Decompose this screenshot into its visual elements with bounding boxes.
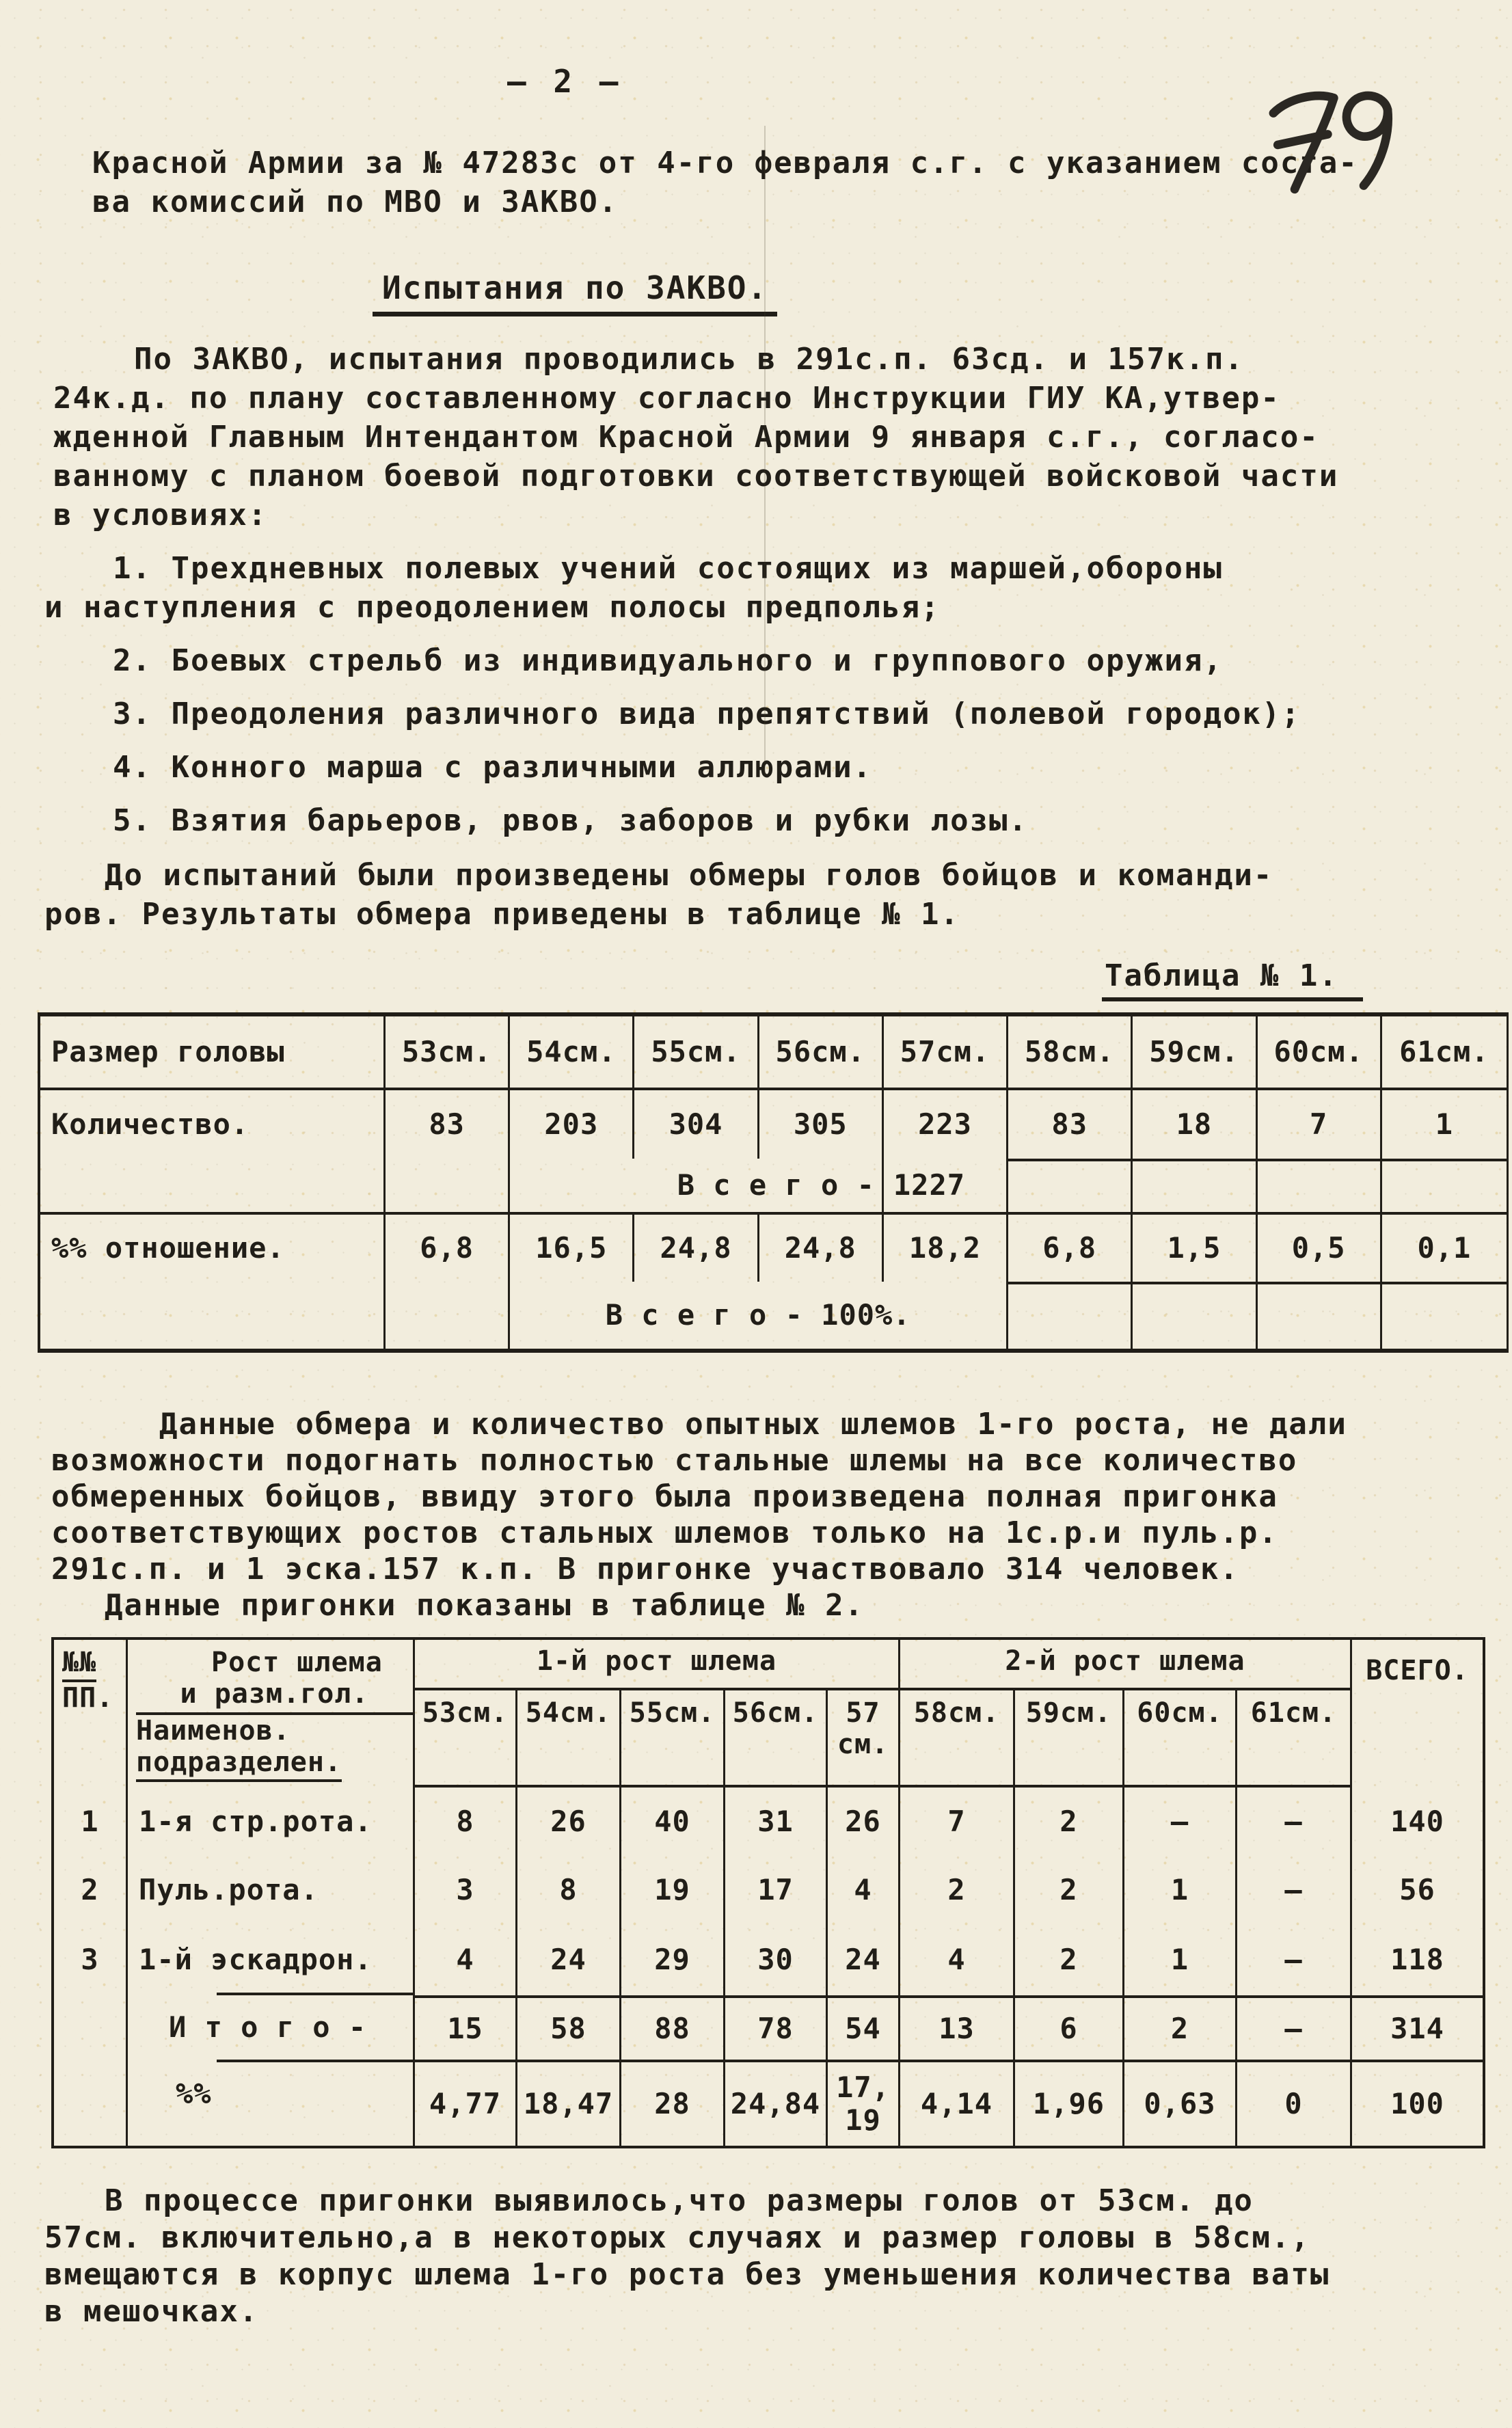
t1-empty-cell [1258, 1159, 1382, 1212]
list-line: 4. Конного марша с различными аллюрами. [113, 750, 873, 785]
t2-percent-value: 1,96 [1015, 2060, 1124, 2146]
paragraph-line: 57см. включительно,а в некоторых случаях и размер головы в 58см., [44, 2220, 1310, 2255]
paragraph-line: в мешочках. [44, 2294, 259, 2329]
paper-crease [764, 126, 766, 775]
t1-empty-cell [1382, 1282, 1507, 1349]
paragraph-line: ванному с планом боевой подготовки соответствующей войсковой части [53, 459, 1339, 494]
t2-header-podrazdelen: подразделен. [136, 1746, 342, 1782]
t1-empty-cell [40, 1282, 386, 1349]
t2-cell: 24 [517, 1924, 621, 1995]
t2-row-num: 1 [54, 1788, 128, 1856]
t1-quantity-value: 18 [1133, 1090, 1257, 1159]
t1-quantity-value: 304 [634, 1090, 759, 1159]
t2-empty-cell [54, 2060, 128, 2146]
t1-percent-label: %% отношение. [40, 1212, 386, 1282]
t1-empty-cell [1008, 1159, 1133, 1212]
t2-cell: – [1124, 1788, 1237, 1856]
paragraph-line: соответствующих ростов стальных шлемов только на 1с.р.и пуль.р. [51, 1515, 1278, 1550]
t1-empty-cell [386, 1282, 510, 1349]
t2-itogo-label: И т о г о - [128, 1995, 415, 2060]
t2-itogo-value: 15 [415, 1995, 517, 2060]
t2-size-56: 56см. [725, 1690, 828, 1788]
t1-total2-label: В с е г о - 100%. [510, 1282, 1008, 1349]
intro-line: Красной Армии за № 47283с от 4-го февраля с.г. с указанием соста- [92, 146, 1358, 180]
list-line: 2. Боевых стрельб из индивидуального и группового оружия, [113, 643, 1223, 678]
t2-size-60: 60см. [1124, 1690, 1237, 1788]
list-line: 3. Преодоления различного вида препятствий (полевой городок); [113, 697, 1301, 731]
t1-empty-cell [1008, 1282, 1133, 1349]
table2-fitting-results [51, 1637, 1485, 2148]
t1-quantity-value: 83 [1008, 1090, 1133, 1159]
list-line: 5. Взятия барьеров, рвов, заборов и рубки лозы. [113, 803, 1029, 838]
t2-header-razm: и разм.гол. [136, 1678, 413, 1715]
paragraph-line: 24к.д. по плану составленному согласно Инструкции ГИУ КА,утвер- [53, 381, 1280, 416]
t1-header-59: 59см. [1133, 1016, 1257, 1090]
t2-size-59: 59см. [1015, 1690, 1124, 1788]
t2-header-npp-top: №№ [62, 1647, 96, 1682]
table1-caption: Таблица № 1. [1102, 958, 1363, 1001]
t1-percent-value: 0,1 [1382, 1212, 1507, 1282]
t2-size-61: 61см. [1237, 1690, 1352, 1788]
t2-cell: 19 [621, 1856, 725, 1924]
t2-group-first-size: 1-й рост шлема [415, 1640, 900, 1690]
page-number: – 2 – [507, 63, 623, 100]
paragraph-line: вмещаются в корпус шлема 1-го роста без уменьшения количества ваты [44, 2257, 1330, 2292]
t2-cell: 30 [725, 1924, 828, 1995]
t2-cell: 40 [621, 1788, 725, 1856]
t1-percent-value: 24,8 [759, 1212, 884, 1282]
t1-header-54: 54см. [510, 1016, 634, 1090]
t2-cell: 4 [828, 1856, 900, 1924]
t1-empty-cell [40, 1159, 386, 1212]
t2-row-total: 56 [1399, 1872, 1435, 1906]
t1-percent-value: 16,5 [510, 1212, 634, 1282]
t2-header-total: ВСЕГО. [1366, 1655, 1469, 1686]
t2-size-55: 55см. [621, 1690, 725, 1788]
paragraph-line: До испытаний были произведены обмеры голов бойцов и команди- [105, 858, 1273, 893]
t2-percent-value: 28 [621, 2060, 725, 2146]
t2-size-58: 58см. [900, 1690, 1015, 1788]
t2-itogo-value: 88 [621, 1995, 725, 2060]
t2-cell: 26 [828, 1788, 900, 1856]
t1-percent-value: 6,8 [386, 1212, 510, 1282]
t2-percent-value: 24,84 [725, 2060, 828, 2146]
intro-line: ва комиссий по МВО и ЗАКВО. [92, 185, 619, 219]
paragraph-zakvo [53, 340, 1512, 535]
list-item-2 [113, 641, 1512, 680]
t2-cell: 1 [1124, 1856, 1237, 1924]
list-line: и наступления с преодолением полосы предполья; [44, 590, 941, 625]
t2-cell: 17 [725, 1856, 828, 1924]
t1-total-label: В с е г о - [510, 1159, 884, 1212]
t2-cell: 26 [517, 1788, 621, 1856]
list-item-3 [113, 694, 1512, 733]
t2-row-name: Пуль.рота. [128, 1856, 415, 1924]
paragraph-line: возможности подогнать полностью стальные шлемы на все количество [51, 1443, 1298, 1478]
table1-caption-wrap [1102, 958, 1512, 1001]
t1-header-size-label: Размер головы [40, 1016, 386, 1090]
t2-cell: 24 [828, 1924, 900, 1995]
t2-row-total: 118 [1390, 1942, 1444, 1976]
t1-header-55: 55см. [634, 1016, 759, 1090]
t2-header-name-column [128, 1640, 415, 1788]
table1-head-sizes [38, 1012, 1509, 1353]
t2-row-num: 2 [54, 1856, 128, 1924]
paragraph-line: Данные пригонки показаны в таблице № 2. [105, 1588, 865, 1623]
t2-cell: 2 [1015, 1924, 1124, 1995]
t2-cell: 8 [517, 1856, 621, 1924]
t1-empty-cell [1382, 1159, 1507, 1212]
t2-itogo-value: 13 [900, 1995, 1015, 2060]
section-heading-wrap [373, 269, 1512, 316]
t2-percent-value: 4,77 [415, 2060, 517, 2146]
t1-percent-value: 6,8 [1008, 1212, 1133, 1282]
t2-size-57: 57 см. [828, 1690, 900, 1788]
t2-percent-value: 4,14 [900, 2060, 1015, 2146]
t2-cell: – [1237, 1924, 1352, 1995]
t2-cell: 8 [415, 1788, 517, 1856]
t2-size-53: 53см. [415, 1690, 517, 1788]
t2-cell: 2 [900, 1856, 1015, 1924]
t2-cell: – [1237, 1788, 1352, 1856]
t2-cell: – [1237, 1856, 1352, 1924]
t2-row-num: 3 [54, 1924, 128, 1995]
section-heading: Испытания по ЗАКВО. [373, 269, 777, 316]
t1-total-value: 1227 [884, 1159, 1008, 1212]
t2-cell: 1 [1124, 1924, 1237, 1995]
t2-cell: 4 [415, 1924, 517, 1995]
t2-cell: 4 [900, 1924, 1015, 1995]
t2-percent-label: %% [128, 2060, 415, 2146]
t2-header-npp [54, 1640, 128, 1788]
t2-header-npp-bottom: ПП. [62, 1682, 114, 1714]
t2-row-total: 140 [1390, 1804, 1444, 1838]
t1-quantity-value: 223 [884, 1090, 1008, 1159]
t2-header-rost: Рост шлема [211, 1647, 383, 1678]
t1-header-53: 53см. [386, 1016, 510, 1090]
t2-empty-cell [54, 1995, 128, 2060]
t1-quantity-value: 305 [759, 1090, 884, 1159]
paragraph-measurements [44, 856, 1512, 934]
paragraph-line: обмеренных бойцов, ввиду этого была произведена полная пригонка [51, 1479, 1278, 1514]
paragraph-line: в условиях: [53, 498, 268, 532]
t1-quantity-label: Количество. [40, 1090, 386, 1159]
t1-empty-cell [1133, 1159, 1257, 1212]
t1-empty-cell [1133, 1282, 1257, 1349]
t1-percent-value: 18,2 [884, 1212, 1008, 1282]
t1-percent-value: 0,5 [1258, 1212, 1382, 1282]
t2-itogo-value: 58 [517, 1995, 621, 2060]
t2-itogo-value: 2 [1124, 1995, 1237, 2060]
t2-cell: 2 [1015, 1856, 1124, 1924]
paragraph-line: 291с.п. и 1 эска.157 к.п. В пригонке участвовало 314 человек. [51, 1552, 1239, 1587]
t2-cell: 31 [725, 1788, 828, 1856]
paragraph-fitting [51, 1406, 1512, 1623]
t2-cell: 3 [415, 1856, 517, 1924]
t1-header-61: 61см. [1382, 1016, 1507, 1090]
t2-cell: 7 [900, 1788, 1015, 1856]
t2-percent-value: 0,63 [1124, 2060, 1237, 2146]
t2-percent-total: 100 [1352, 2060, 1483, 2146]
t2-percent-value: 17, 19 [828, 2060, 900, 2146]
t2-size-54: 54см. [517, 1690, 621, 1788]
t2-percent-value: 0 [1237, 2060, 1352, 2146]
t1-quantity-value: 83 [386, 1090, 510, 1159]
t2-cell: 29 [621, 1924, 725, 1995]
t2-itogo-value: 6 [1015, 1995, 1124, 2060]
t2-itogo-value: – [1237, 1995, 1352, 2060]
t1-percent-value: 24,8 [634, 1212, 759, 1282]
list-item-5 [113, 801, 1512, 840]
t2-itogo-total: 314 [1352, 1995, 1483, 2060]
list-item-1 [44, 549, 1512, 627]
paragraph-line: ров. Результаты обмера приведены в таблице № 1. [44, 897, 960, 932]
t2-cell: 2 [1015, 1788, 1124, 1856]
t2-header-naimenov: Наименов. [136, 1715, 291, 1746]
t2-itogo-value: 54 [828, 1995, 900, 2060]
t1-quantity-value: 203 [510, 1090, 634, 1159]
handwritten-folio-number [1251, 71, 1428, 200]
t1-quantity-value: 7 [1258, 1090, 1382, 1159]
paragraph-line: жденной Главным Интендантом Красной Армии 9 января с.г., согласо- [53, 420, 1319, 455]
t1-header-58: 58см. [1008, 1016, 1133, 1090]
t1-empty-cell [386, 1159, 510, 1212]
t1-header-56: 56см. [759, 1016, 884, 1090]
folio-79-drawing [1251, 71, 1428, 200]
t2-row-name: 1-й эскадрон. [128, 1924, 415, 1995]
t1-percent-value: 1,5 [1133, 1212, 1257, 1282]
t2-row-name: 1-я стр.рота. [128, 1788, 415, 1856]
t1-header-60: 60см. [1258, 1016, 1382, 1090]
t1-quantity-value: 1 [1435, 1107, 1454, 1141]
t2-group-second-size: 2-й рост шлема [900, 1640, 1352, 1690]
t1-header-57: 57см. [884, 1016, 1008, 1090]
paragraph-closing [44, 2183, 1512, 2330]
conditions-list [0, 549, 1512, 840]
t2-itogo-value: 78 [725, 1995, 828, 2060]
t1-empty-cell [1258, 1282, 1382, 1349]
paragraph-line: По ЗАКВО, испытания проводились в 291с.п. 63сд. и 157к.п. [134, 342, 1244, 377]
paragraph-line: Данные обмера и количество опытных шлемов 1-го роста, не дали [159, 1407, 1347, 1442]
paragraph-line: В процессе пригонки выявилось,что размеры голов от 53см. до [105, 2183, 1254, 2218]
list-item-4 [113, 748, 1512, 787]
scanned-document-page [0, 63, 1512, 2428]
t2-percent-value: 18,47 [517, 2060, 621, 2146]
list-line: 1. Трехдневных полевых учений состоящих из маршей,обороны [113, 551, 1223, 586]
